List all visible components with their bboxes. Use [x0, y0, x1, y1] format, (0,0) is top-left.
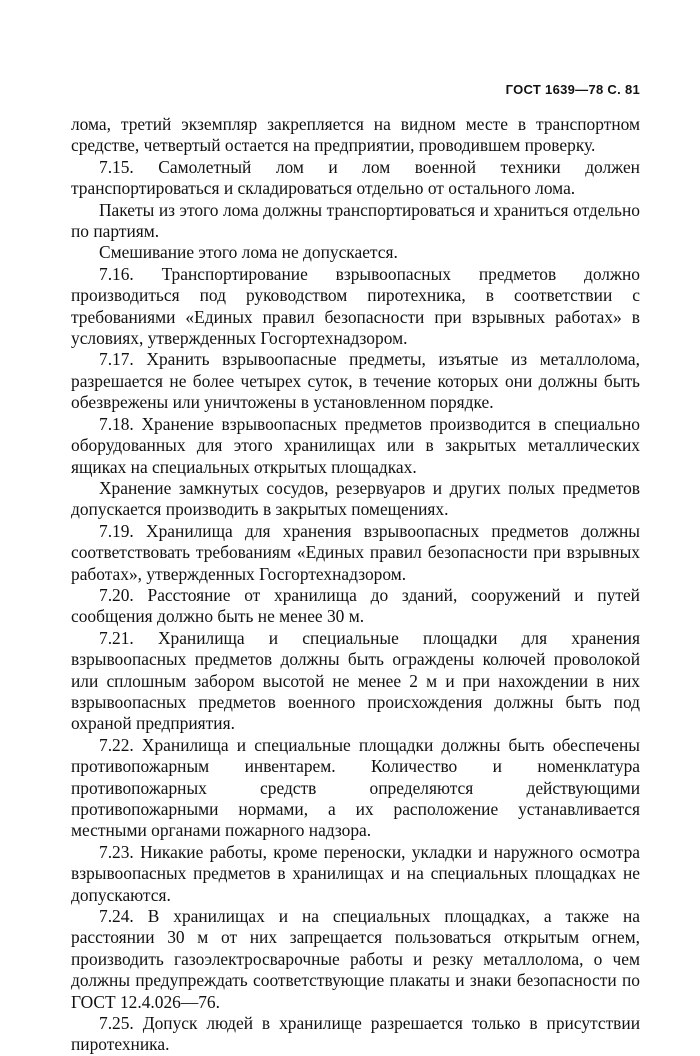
body-text: [71, 114, 640, 1056]
paragraph-7-24: 7.24. В хранилищах и на специальных площадках, а также на расстоянии 30 м от них запрещается пользоваться открытым огнем, производить газоэлектросварочные работы и резку металлолома, о чем должны предупреждать соответствующие плакаты и знаки безопасности по ГОСТ 12.4.026—76.: [71, 906, 640, 1012]
paragraph-7-18: 7.18. Хранение взрывоопасных предметов производится в специально оборудованных для этого хранилищах или в закрытых металлических ящиках на специальных открытых площадках.: [71, 413, 640, 477]
paragraph-7-23: 7.23. Никакие работы, кроме переноски, укладки и наружного осмотра взрывоопасных предметов в хранилищах и на специальных площадках не допускаются.: [71, 841, 640, 905]
paragraph-7-17: 7.17. Хранить взрывоопасные предметы, изъятые из металлолома, разрешается не более четырех суток, в течение которых они должны быть обезврежены или уничтожены в установленном порядке.: [71, 349, 640, 413]
running-head: ГОСТ 1639—78 С. 81: [505, 82, 640, 97]
paragraph-7-16: 7.16. Транспортирование взрывоопасных предметов должно производиться под руководством пиротехника, в соответствии с требованиями «Единых правил безопасности при взрывных работах» в условиях, утвержденных Госгортехнадзором.: [71, 263, 640, 349]
paragraph-7-15-mixing: Смешивание этого лома не допускается.: [99, 242, 398, 263]
paragraph-continuation: лома, третий экземпляр закрепляется на видном месте в транспортном средстве, четвертый остается на предприятии, проводившем проверку.: [71, 114, 640, 156]
paragraph-7-22: 7.22. Хранилища и специальные площадки должны быть обеспечены противопожарным инвентарем. Количество и номенклатура противопожарных средств определяются действующими противопожарными нормами, а их расположение устанавливается местными органами пожарного надзора.: [71, 734, 640, 841]
paragraph-7-20: 7.20. Расстояние от хранилища до зданий, сооружений и путей сообщения должно быть не менее 30 м.: [71, 584, 640, 627]
paragraph-7-18-vessels: Хранение замкнутых сосудов, резервуаров и других полых предметов допускается производить в закрытых помещениях.: [71, 477, 640, 520]
paragraph-7-25: 7.25. Допуск людей в хранилище разрешается только в присутствии пиротехника.: [71, 1013, 640, 1055]
paragraph-7-15-packets: Пакеты из этого лома должны транспортироваться и храниться отдельно по партиям.: [71, 199, 640, 242]
paragraph-7-19: 7.19. Хранилища для хранения взрывоопасных предметов должны соответствовать требованиям «Единых правил безопасности при взрывных работах», утвержденных Госгортехнадзором.: [71, 520, 640, 584]
paragraph-7-15: 7.15. Самолетный лом и лом военной техники должен транспортироваться и складироваться отдельно от остального лома.: [71, 156, 640, 199]
paragraph-7-21: 7.21. Хранилища и специальные площадки для хранения взрывоопасных предметов должны быть ограждены колючей проволокой или сплошным забором высотой не менее 2 м и при нахождении в них взрывоопасных предметов военного происхождения должны быть под охраной предприятия.: [71, 627, 640, 734]
